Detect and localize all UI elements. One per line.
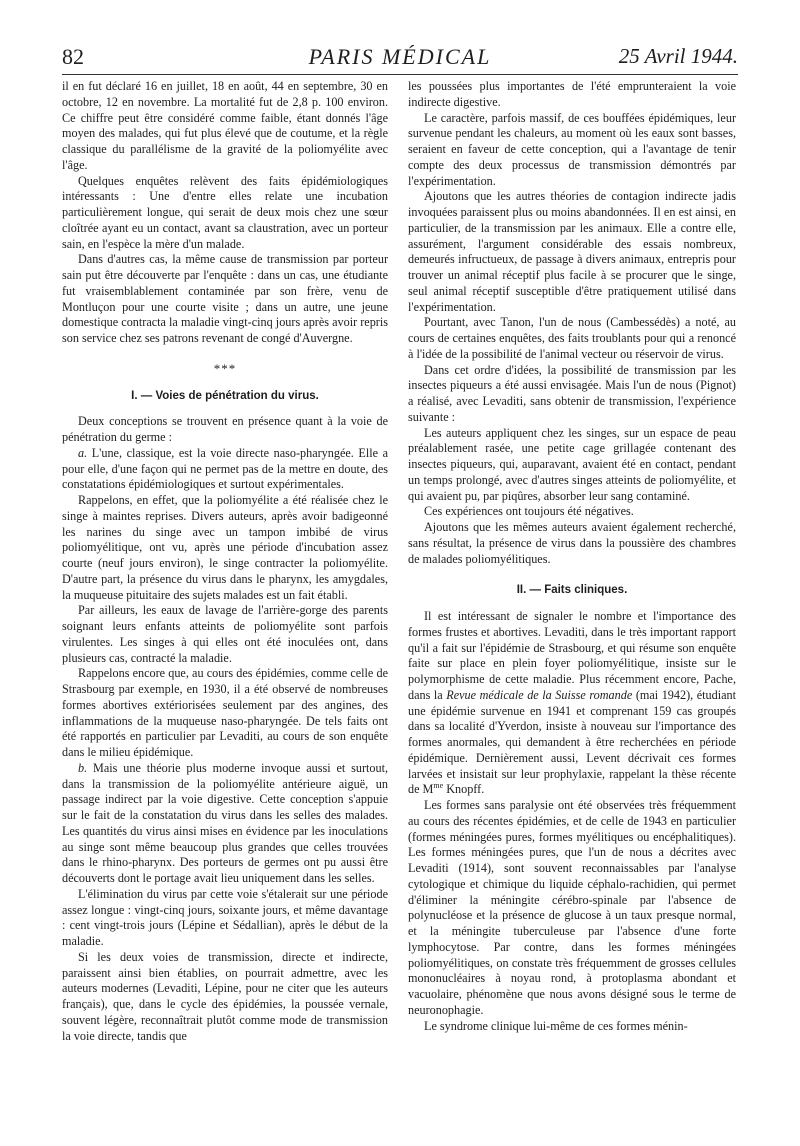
paragraph-text: Il est intéressant de signaler le nombre et l'importance des formes frustes et abortives. Levaditi, dans le très important rapport qu'il a fait sur l'épidémie de Strasbourg, et qui résume son enquête faite sur place en plein foyer poliomyélitique, insiste sur le polymorphisme de cette maladie. Plus récemment encore, Pache, dans la xyxy=(408,609,736,702)
issue-date: 25 Avril 1944. xyxy=(618,44,738,68)
paragraph: il en fut déclaré 16 en juillet, 18 en août, 44 en septembre, 30 en octobre, 12 en novembre. La mortalité fut de 2,8 p. 100 environ. Ce chiffre peut être considéré comme faible, étant donnés l'âge moyen des malades, qui fut plus élevé que de coutume, et la règle classique du parallélisme de la gravité de la poliomyélite avec l'âge. xyxy=(62,79,388,172)
paragraph xyxy=(408,609,736,798)
superscript: me xyxy=(433,781,444,791)
section-heading: I. — Voies de pénétration du virus. xyxy=(131,389,319,402)
paragraph: Le syndrome clinique lui-même de ces formes ménin- xyxy=(424,1018,688,1033)
journal-citation: Revue médicale de la Suisse romande xyxy=(446,687,633,702)
paragraph-text: Mais une théorie plus moderne invoque aussi et surtout, dans la transmission de la poliomyélite antérieure aiguë, un passage indirect par la voie digestive. Cette conception s'appuie sur le fait de la constatation du virus dans les selles des malades. Les quantités du virus ainsi mises en évidence par les inoculations au singe sont même beaucoup plus grandes que celles trouvées dans le rhino-pharynx. Des porteurs de germes ont pu aussi être découverts dont le portage avait lieu uniquement dans les selles. xyxy=(62,760,389,885)
paragraph: Dans cet ordre d'idées, la possibilité de transmission par les insectes piqueurs a été aussi envisagée. Mais l'un de nous (Pignot) a réalisé, avec Levaditi, sans obtenir de transmission, l'expérience suivante : xyxy=(408,362,736,424)
paragraph: Si les deux voies de transmission, directe et indirecte, paraissent ainsi bien établies, on pourrait admettre, avec les auteurs modernes (Levaditi, Lépine, pour ne citer que les auteurs français), que, dans le cycle des épidémies, la poussée vernale, souvent légère, reconnaîtrait plutôt comme mode de transmission la voie directe, tandis que xyxy=(62,949,388,1043)
page-number: 82 xyxy=(62,44,84,69)
paragraph-text: L'une, classique, est la voie directe naso-pharyngée. Elle a pour elle, d'une façon qui ne permet pas de la mettre en doute, des constatations épidémiologiques et surtout expérimentales. xyxy=(62,445,388,492)
paragraph-text: Knopff. xyxy=(446,782,485,797)
paragraph: Ajoutons que les autres théories de contagion indirecte jadis invoquées paraissent plus ou moins abandonnées. Il en est ainsi, en particulier, de la transmission par les animaux. Elle a contre elle, assurément, l'argument considérable des essais nombreux, demeurés infructueux, de passage à divers animaux, entrepris pour trouver un animal réceptif plus facile à se procurer que le singe, seul animal réceptif susceptible d'être pratiquement utilisé dans l'expérimentation. xyxy=(408,189,736,314)
paragraph: Ajoutons que les mêmes auteurs avaient également recherché, sans résultat, la présence de virus dans la poussière des chambres de malades poliomyélitiques. xyxy=(408,520,736,566)
paragraph: Le caractère, parfois massif, de ces bouffées épidémiques, leur survenue pendant les chaleurs, au moment où les eaux sont basses, seraient en faveur de cette conception, qui a l'avantage de tenir compte des deux processus de transmission démontrés par l'expérimentation. xyxy=(408,110,736,188)
paragraph: Les formes sans paralysie ont été observées très fréquemment au cours des récentes épidémies, et de celle de 1943 en particulier (formes méningées pures, formes myélitiques ou encéphalitiques). Les formes méningées pures, que l'un de nous a décrites avec Levaditi (1914), sont souvent reconnaissables par l'analyse cytologique et chimique du liquide céphalo-rachidien, qui permet d'éliminer la méningite cérébro-spinale par l'absence de polynucléose et la présence de glucose à un taux presque normal, et la méningite tuberculeuse par l'absence d'une forte lymphocytose. Par contre, dans les formes méningées poliomyélitiques, on constate très fréquemment de grosses cellules mononucléaires à noyau rond, à protoplasma abondant et vacuolaire, phénomène que nous avons désigné sous le terme de neuronophagie. xyxy=(408,798,736,1017)
right-column xyxy=(408,79,736,1034)
paragraph: Les auteurs appliquent chez les singes, sur un espace de peau préalablement rasée, une petite cage grillagée contenant des insectes piqueurs, qui, auparavant, avaient été en contact, pendant un temps prolongé, avec d'autres singes atteints de poliomyélite, et qui avaient pu, par piqûres, absorber leur sang contaminé. xyxy=(408,425,736,503)
journal-title: PARIS MÉDICAL xyxy=(308,44,492,69)
left-column xyxy=(62,79,388,1044)
paragraph xyxy=(62,446,388,493)
running-header xyxy=(62,44,738,75)
paragraph: Quelques enquêtes relèvent des faits épidémiologiques intéressants : Une d'entre elles relate une incubation particulièrement longue, qui serait de deux mois chez une sœur cloîtrée ayant eu un contact, avant sa claustration, avec un porteur sain, en l'espèce la mère d'un malade. xyxy=(62,173,388,251)
paragraph: les poussées plus importantes de l'été emprunteraient la voie indirecte digestive. xyxy=(408,79,736,109)
paragraph: L'élimination du virus par cette voie s'étalerait sur une période assez longue : vingt-cinq jours, soixante jours, et même davantage : cent vingt-trois jours (Lépine et Sédallian), après le début de la maladie. xyxy=(62,886,388,948)
section-heading: II. — Faits cliniques. xyxy=(516,584,628,597)
paragraph: Ces expériences ont toujours été négatives. xyxy=(424,504,634,519)
paragraph: Rappelons encore que, au cours des épidémies, comme celle de Strasbourg par exemple, en 1930, il a été observé de nombreuses formes abortives extériorisées seulement par des angines, des inflammations de la muqueuse naso-pharyngée. De tels faits ont été rapportés en particulier par Levaditi, au cours de son enquête dans le milieu épidémique. xyxy=(62,666,388,759)
paragraph: Deux conceptions se trouvent en présence quant à la voie de pénétration du germe : xyxy=(62,414,388,444)
paragraph-text: (mai 1942), étudiant une épidémie survenue en 1941 et comprenant 159 cas groupés dans sa localité d'Yverdon, insiste à nouveau sur l'importance des formes anormales, qui demandent à être recherchées en période épidémique. Dernièrement aussi, Levent décrivait ces formes larvées et insistait sur leur prophylaxie, rappelant la thèse récente de M xyxy=(408,687,737,797)
paragraph: Par ailleurs, les eaux de lavage de l'arrière-gorge des parents soignant leurs enfants atteints de poliomyélite sont parfois virulentes. Les singes à qui elles ont été inoculées ont, dans plusieurs cas, contracté la maladie. xyxy=(62,603,388,665)
item-label: a. xyxy=(78,445,88,460)
section-separator: *** xyxy=(213,360,237,376)
paragraph: Dans d'autres cas, la même cause de transmission par porteur sain put être découverte par l'enquête : dans un cas, une étudiante fut vraisemblablement contaminée par son frère, venu de Montluçon pour une courte visite ; dans un autre, une jeune domestique contracta la maladie vingt-cinq jours après avoir repris son service chez ses patrons revenant de congé d'Auvergne. xyxy=(62,252,388,345)
paragraph: Rappelons, en effet, que la poliomyélite a été réalisée chez le singe à maintes reprises. Divers auteurs, après avoir badigeonné les narines du singe avec un tampon imbibé de virus poliomyélitique, ont vu, après une période d'incubation assez courte (neuf jours environ), le singe contracter la poliomyélite. D'autre part, la présence du virus dans le pharynx, les amygdales, la muqueuse pituitaire des sujets malades est un fait établi. xyxy=(62,493,388,602)
paragraph xyxy=(62,761,388,887)
paragraph: Pourtant, avec Tanon, l'un de nous (Cambessédès) a noté, au cours de certaines enquêtes, des faits troublants pour qui a renoncé à l'idée de la possibilité de l'animal vecteur ou réservoir de virus. xyxy=(408,315,736,361)
item-label: b. xyxy=(78,760,88,775)
